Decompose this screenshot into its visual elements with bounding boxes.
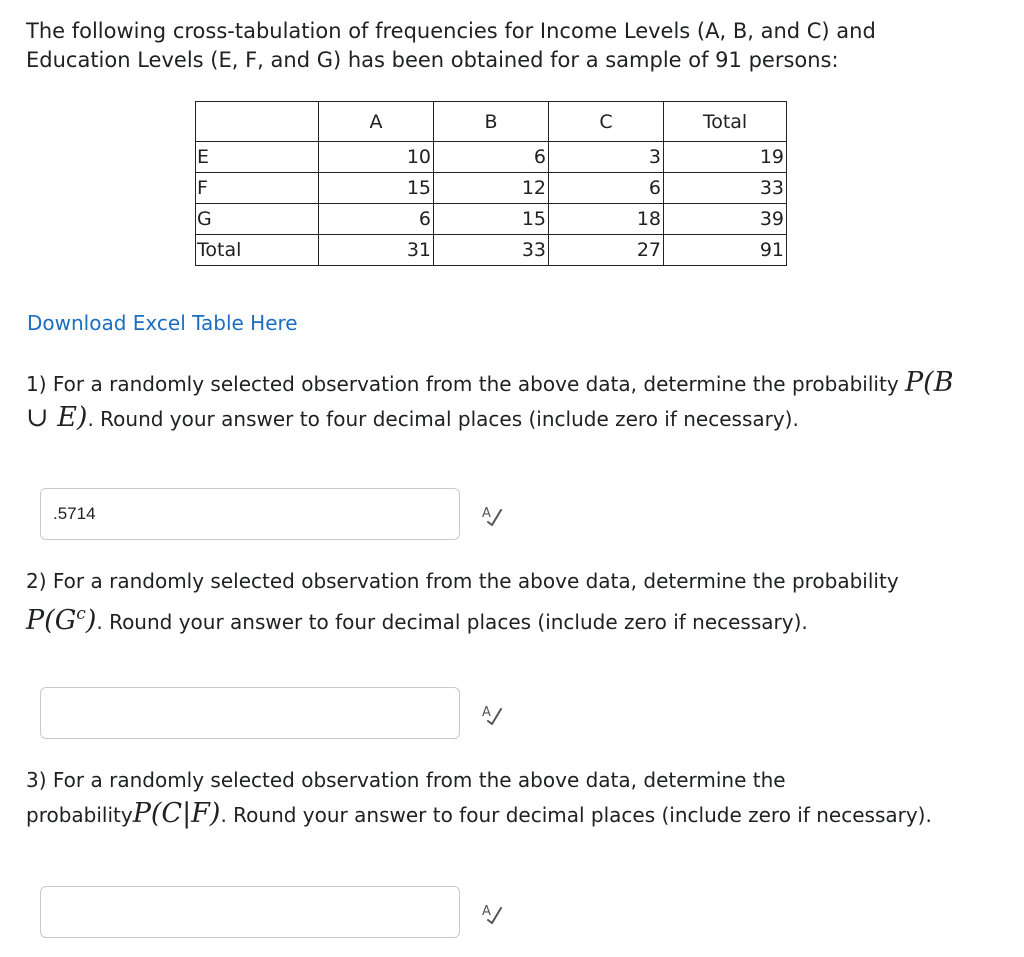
table-cell: 6	[434, 142, 549, 173]
svg-text:A: A	[482, 705, 491, 720]
table-header-c: C	[549, 102, 664, 142]
table-row	[196, 173, 787, 204]
question-1-prefix: 1) For a randomly selected observation from the above data, determine the probability	[26, 372, 906, 396]
table-cell: 18	[549, 204, 664, 235]
table-cell: 15	[434, 204, 549, 235]
row-label: E	[196, 142, 319, 173]
table-row	[196, 142, 787, 173]
row-label: Total	[196, 235, 319, 266]
question-2-suffix: . Round your answer to four decimal places (include zero if necessary).	[96, 610, 808, 634]
question-2-prefix: 2) For a randomly selected observation from the above data, determine the probability	[26, 569, 899, 593]
question-1-math: P(B ∪ E)	[26, 367, 954, 433]
question-3-suffix: . Round your answer to four decimal places (include zero if necessary).	[220, 803, 932, 827]
table-cell: 15	[319, 173, 434, 204]
spell-check-icon[interactable]	[478, 501, 504, 527]
table-cell: 33	[664, 173, 787, 204]
table-header-row	[196, 102, 787, 142]
table-header-total: Total	[664, 102, 787, 142]
row-label: F	[196, 173, 319, 204]
table-cell: 31	[319, 235, 434, 266]
table-header-b: B	[434, 102, 549, 142]
answer-2-input[interactable]	[40, 687, 460, 739]
table-cell: 91	[664, 235, 787, 266]
answer-3-input[interactable]	[40, 886, 460, 938]
spell-check-icon[interactable]	[478, 700, 504, 726]
complement-superscript: c	[76, 604, 86, 624]
question-2-math-text: $P(G^c)$	[26, 604, 97, 636]
question-3	[26, 764, 966, 832]
question-2-math	[26, 605, 96, 636]
cross-tab-table	[195, 101, 787, 266]
svg-text:A: A	[482, 904, 491, 919]
table-cell: 33	[434, 235, 549, 266]
table-header-corner	[196, 102, 319, 142]
table-cell: 27	[549, 235, 664, 266]
table-cell: 39	[664, 204, 787, 235]
question-1	[26, 366, 966, 436]
table-cell: 6	[549, 173, 664, 204]
table-cell: 3	[549, 142, 664, 173]
question-2	[26, 565, 966, 639]
question-3-prefix: 3) For a randomly selected observation from the above data, determine the probability	[26, 768, 786, 827]
question-3-math: P(C|F)	[132, 798, 221, 829]
row-label: G	[196, 204, 319, 235]
question-1-suffix: . Round your answer to four decimal places (include zero if necessary).	[87, 407, 799, 431]
table-row	[196, 204, 787, 235]
table-header-a: A	[319, 102, 434, 142]
spell-check-icon[interactable]	[478, 899, 504, 925]
table-cell: 6	[319, 204, 434, 235]
table-cell: 19	[664, 142, 787, 173]
svg-text:A: A	[482, 506, 491, 521]
table-cell: 12	[434, 173, 549, 204]
download-excel-link[interactable]: Download Excel Table Here	[27, 311, 298, 335]
answer-1-input[interactable]	[40, 488, 460, 540]
table-row-total	[196, 235, 787, 266]
intro-text: The following cross-tabulation of frequencies for Income Levels (A, B, and C) and Education Levels (E, F, and G) has been obtained for a sample of 91 persons:	[26, 19, 876, 72]
table-cell: 10	[319, 142, 434, 173]
